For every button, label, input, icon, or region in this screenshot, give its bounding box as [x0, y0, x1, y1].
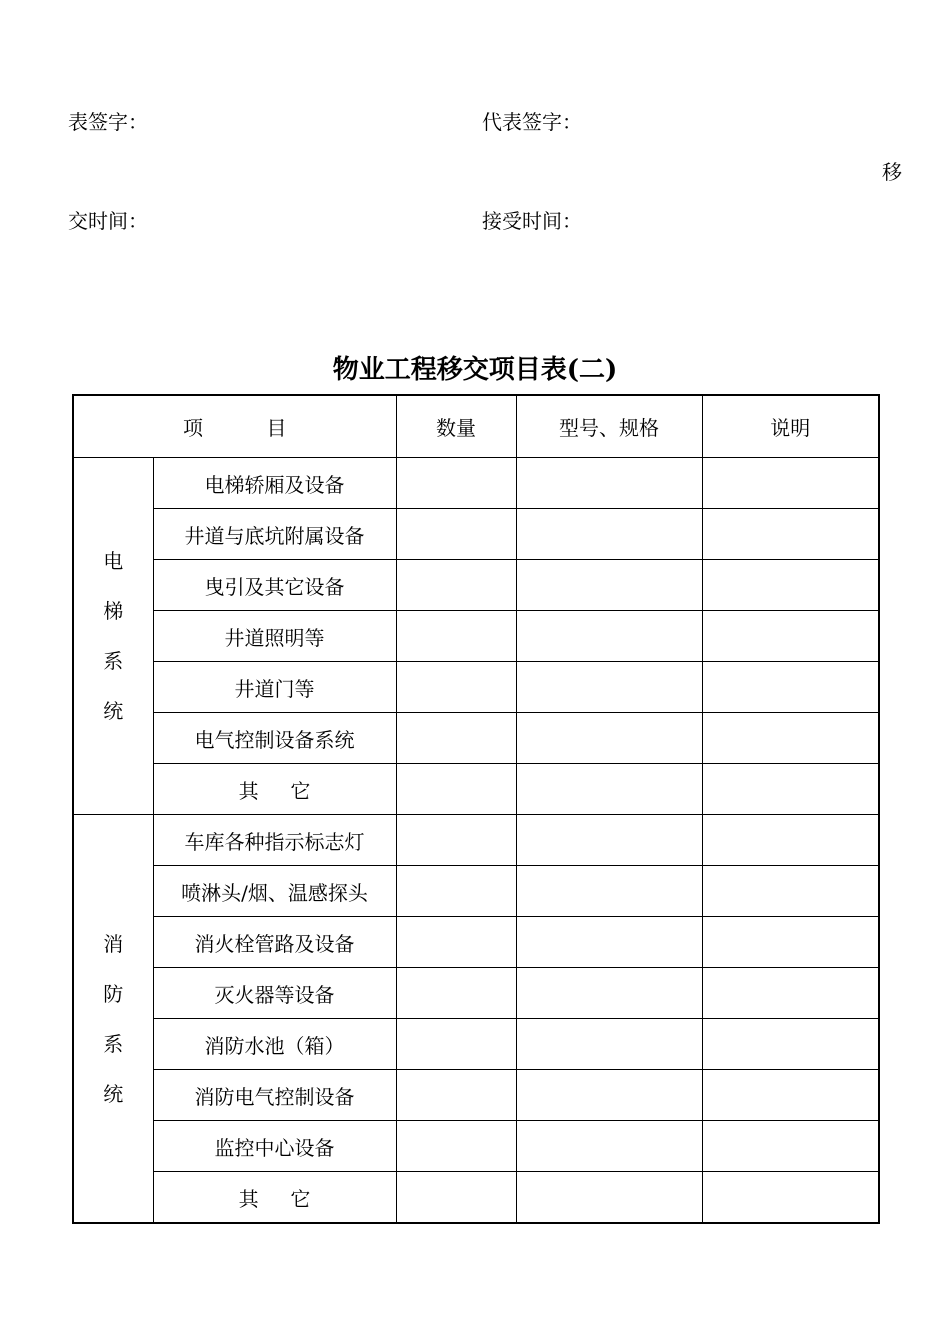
group-label-cell	[73, 458, 153, 815]
item-name-cell: 监控中心设备	[153, 1121, 396, 1172]
sign-left-label: 表签字：	[68, 110, 148, 134]
group-label	[74, 536, 153, 736]
model-cell[interactable]	[516, 1019, 702, 1070]
model-cell[interactable]	[516, 1121, 702, 1172]
quantity-cell[interactable]	[396, 866, 516, 917]
note-cell[interactable]	[702, 1172, 879, 1224]
note-cell[interactable]	[702, 1019, 879, 1070]
table-row	[73, 764, 879, 815]
time-left-label: 交时间：	[68, 209, 148, 233]
table-row	[73, 1172, 879, 1224]
quantity-cell[interactable]	[396, 662, 516, 713]
note-cell[interactable]	[702, 1070, 879, 1121]
group-label-char: 统	[103, 699, 124, 723]
quantity-cell[interactable]	[396, 815, 516, 866]
note-cell[interactable]	[702, 866, 879, 917]
column-header-quantity: 数量	[396, 395, 516, 458]
quantity-cell[interactable]	[396, 764, 516, 815]
note-cell[interactable]	[702, 917, 879, 968]
transfer-table-container	[72, 394, 880, 1224]
column-header-note: 说明	[702, 395, 879, 458]
group-label-char: 系	[103, 1031, 124, 1056]
quantity-cell[interactable]	[396, 1070, 516, 1121]
item-name-cell: 消防水池（箱）	[153, 1019, 396, 1070]
note-cell[interactable]	[702, 764, 879, 815]
quantity-cell[interactable]	[396, 1019, 516, 1070]
quantity-cell[interactable]	[396, 509, 516, 560]
note-cell[interactable]	[702, 509, 879, 560]
group-label-char: 防	[103, 981, 124, 1006]
quantity-cell[interactable]	[396, 968, 516, 1019]
table-row	[73, 662, 879, 713]
quantity-cell[interactable]	[396, 560, 516, 611]
table-header-row	[73, 395, 879, 458]
item-name-cell: 车库各种指示标志灯	[153, 815, 396, 866]
model-cell[interactable]	[516, 968, 702, 1019]
note-cell[interactable]	[702, 458, 879, 509]
model-cell[interactable]	[516, 1070, 702, 1121]
item-name-cell: 电气控制设备系统	[153, 713, 396, 764]
model-cell[interactable]	[516, 917, 702, 968]
quantity-cell[interactable]	[396, 1172, 516, 1224]
item-name-cell: 井道与底坑附属设备	[153, 509, 396, 560]
group-label-char: 系	[103, 649, 124, 673]
sign-right-label: 代表签字：	[482, 110, 582, 134]
note-cell[interactable]	[702, 968, 879, 1019]
item-name-cell: 井道照明等	[153, 611, 396, 662]
table-row	[73, 866, 879, 917]
quantity-cell[interactable]	[396, 611, 516, 662]
item-name-cell: 灭火器等设备	[153, 968, 396, 1019]
table-row	[73, 1070, 879, 1121]
note-cell[interactable]	[702, 662, 879, 713]
item-name-cell: 消防电气控制设备	[153, 1070, 396, 1121]
quantity-cell[interactable]	[396, 713, 516, 764]
time-right-label: 接受时间：	[482, 209, 582, 233]
item-name-cell: 其 它	[153, 1172, 396, 1224]
table-row	[73, 968, 879, 1019]
table-row	[73, 713, 879, 764]
group-label-char: 统	[103, 1081, 124, 1106]
table-row	[73, 815, 879, 866]
item-name-cell: 电梯轿厢及设备	[153, 458, 396, 509]
model-cell[interactable]	[516, 560, 702, 611]
table-row	[73, 1019, 879, 1070]
note-cell[interactable]	[702, 815, 879, 866]
table-row	[73, 509, 879, 560]
model-cell[interactable]	[516, 509, 702, 560]
group-label-char: 梯	[103, 599, 124, 623]
note-cell[interactable]	[702, 560, 879, 611]
note-cell[interactable]	[702, 713, 879, 764]
item-name-cell: 井道门等	[153, 662, 396, 713]
item-name-cell: 喷淋头/烟、温感探头	[153, 866, 396, 917]
group-label-cell	[73, 815, 153, 1224]
document-title: 物业工程移交项目表(二)	[332, 355, 618, 385]
note-cell[interactable]	[702, 1121, 879, 1172]
column-header-model: 型号、规格	[516, 395, 702, 458]
model-cell[interactable]	[516, 866, 702, 917]
model-cell[interactable]	[516, 662, 702, 713]
quantity-cell[interactable]	[396, 917, 516, 968]
item-name-cell: 消火栓管路及设备	[153, 917, 396, 968]
group-label-char: 消	[103, 931, 124, 956]
table-row	[73, 560, 879, 611]
column-header-item: 项 目	[73, 395, 396, 458]
item-name-cell: 其 它	[153, 764, 396, 815]
model-cell[interactable]	[516, 611, 702, 662]
model-cell[interactable]	[516, 458, 702, 509]
quantity-cell[interactable]	[396, 1121, 516, 1172]
move-char-label: 移	[882, 160, 902, 184]
model-cell[interactable]	[516, 815, 702, 866]
transfer-items-table	[72, 394, 880, 1224]
table-row	[73, 458, 879, 509]
quantity-cell[interactable]	[396, 458, 516, 509]
table-row	[73, 1121, 879, 1172]
table-row	[73, 611, 879, 662]
model-cell[interactable]	[516, 713, 702, 764]
table-row	[73, 917, 879, 968]
model-cell[interactable]	[516, 1172, 702, 1224]
group-label-char: 电	[103, 549, 124, 573]
item-name-cell: 曳引及其它设备	[153, 560, 396, 611]
model-cell[interactable]	[516, 764, 702, 815]
group-label	[74, 919, 153, 1119]
note-cell[interactable]	[702, 611, 879, 662]
